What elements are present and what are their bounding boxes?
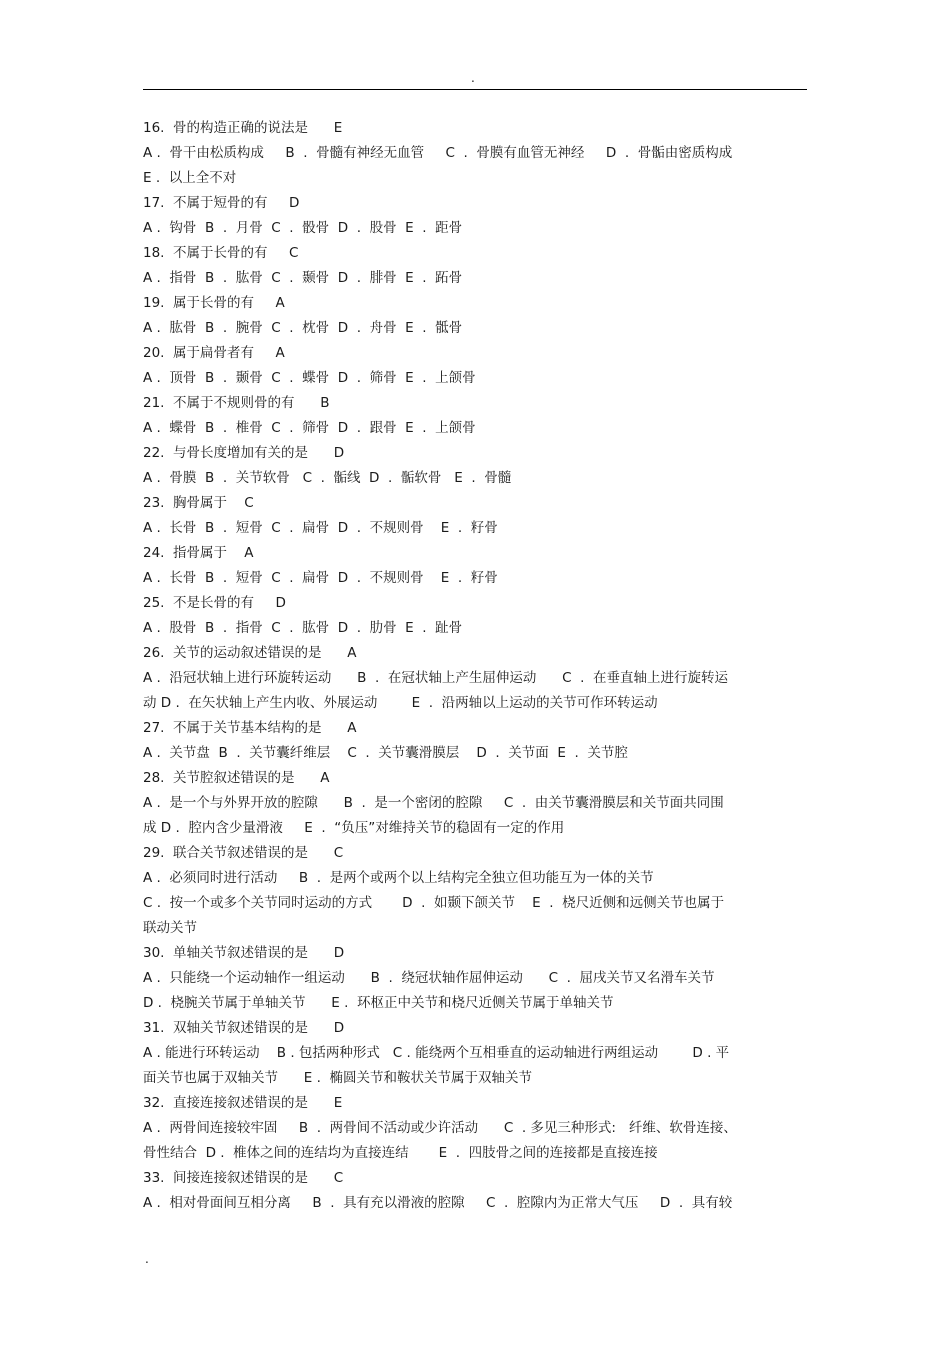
options-line: A . 钩骨 B . 月骨 C . 骰骨 D . 股骨 E . 距骨 bbox=[143, 220, 463, 236]
options-line: 骨性结合 D . 椎体之间的连结均为直接连结 E . 四肢骨之间的连接都是直接连接 bbox=[143, 1145, 658, 1161]
question-line: 22. 与骨长度增加有关的是 D bbox=[143, 445, 345, 461]
document-body bbox=[143, 116, 807, 1216]
options-line: A . 相对骨面间互相分离 B . 具有充以滑液的腔隙 C . 腔隙内为正常大气压 D . 具有较 bbox=[143, 1195, 733, 1211]
options-line: A . 沿冠状轴上进行环旋转运动 B . 在冠状轴上产生屈伸运动 C . 在垂直轴上进行旋转运 bbox=[143, 670, 728, 686]
options-line: D . 桡腕关节属于单轴关节 E . 环枢正中关节和桡尺近侧关节属于单轴关节 bbox=[143, 995, 614, 1011]
options-line: A . 顶骨 B . 颞骨 C . 蝶骨 D . 筛骨 E . 上颌骨 bbox=[143, 370, 476, 386]
options-line: A . 两骨间连接较牢固 B . 两骨间不活动或少许活动 C . 多见三种形式: 纤维、软骨连接、 bbox=[143, 1120, 737, 1136]
header-rule bbox=[143, 89, 807, 90]
options-line: A . 只能绕一个运动轴作一组运动 B . 绕冠状轴作屈伸运动 C . 屈戌关节又名滑车关节 bbox=[143, 970, 715, 986]
question-line: 17. 不属于短骨的有 D bbox=[143, 195, 300, 211]
options-line: 成 D . 腔内含少量滑液 E . “负压”对维持关节的稳固有一定的作用 bbox=[143, 820, 565, 836]
question-line: 31. 双轴关节叙述错误的是 D bbox=[143, 1020, 345, 1036]
question-line: 20. 属于扁骨者有 A bbox=[143, 345, 285, 361]
options-line: A . 长骨 B . 短骨 C . 扁骨 D . 不规则骨 E . 籽骨 bbox=[143, 570, 498, 586]
options-line: A . 必须同时进行活动 B . 是两个或两个以上结构完全独立但功能互为一体的关节 bbox=[143, 870, 654, 886]
options-line: A . 股骨 B . 指骨 C . 肱骨 D . 肋骨 E . 趾骨 bbox=[143, 620, 463, 636]
options-line: E . 以上全不对 bbox=[143, 170, 237, 186]
question-line: 30. 单轴关节叙述错误的是 D bbox=[143, 945, 345, 961]
options-line: C . 按一个或多个关节同时运动的方式 D . 如颞下颌关节 E . 桡尺近侧和远侧关节也属于 bbox=[143, 895, 725, 911]
options-line: A . 能进行环转运动 B . 包括两种形式 C . 能绕两个互相垂直的运动轴进行两组运动 D . 平 bbox=[143, 1045, 730, 1061]
question-line: 32. 直接连接叙述错误的是 E bbox=[143, 1095, 343, 1111]
question-line: 18. 不属于长骨的有 C bbox=[143, 245, 299, 261]
options-line: A . 骨干由松质构成 B . 骨髓有神经无血管 C . 骨膜有血管无神经 D . 骨骺由密质构成 bbox=[143, 145, 733, 161]
question-line: 26. 关节的运动叙述错误的是 A bbox=[143, 645, 357, 661]
question-line: 16. 骨的构造正确的说法是 E bbox=[143, 120, 343, 136]
question-line: 28. 关节腔叙述错误的是 A bbox=[143, 770, 330, 786]
question-line: 25. 不是长骨的有 D bbox=[143, 595, 286, 611]
question-line: 29. 联合关节叙述错误的是 C bbox=[143, 845, 344, 861]
options-line: A . 长骨 B . 短骨 C . 扁骨 D . 不规则骨 E . 籽骨 bbox=[143, 520, 498, 536]
options-line: A . 指骨 B . 肱骨 C . 颞骨 D . 腓骨 E . 跖骨 bbox=[143, 270, 463, 286]
question-line: 33. 间接连接叙述错误的是 C bbox=[143, 1170, 344, 1186]
question-line: 19. 属于长骨的有 A bbox=[143, 295, 285, 311]
footer-mark: . bbox=[145, 1252, 149, 1266]
options-line: 面关节也属于双轴关节 E . 椭圆关节和鞍状关节属于双轴关节 bbox=[143, 1070, 532, 1086]
options-line: 联动关节 bbox=[143, 920, 197, 936]
options-line: A . 骨膜 B . 关节软骨 C . 骺线 D . 骺软骨 E . 骨髓 bbox=[143, 470, 512, 486]
header-mark: . bbox=[471, 71, 475, 85]
options-line: A . 是一个与外界开放的腔隙 B . 是一个密闭的腔隙 C . 由关节囊滑膜层和关节面共同围 bbox=[143, 795, 724, 811]
question-line: 23. 胸骨属于 C bbox=[143, 495, 254, 511]
options-line: A . 关节盘 B . 关节囊纤维层 C . 关节囊滑膜层 D . 关节面 E . 关节腔 bbox=[143, 745, 628, 761]
options-line: A . 蝶骨 B . 椎骨 C . 筛骨 D . 跟骨 E . 上颌骨 bbox=[143, 420, 476, 436]
options-line: 动 D . 在矢状轴上产生内收、外展运动 E . 沿两轴以上运动的关节可作环转运动 bbox=[143, 695, 658, 711]
question-line: 27. 不属于关节基本结构的是 A bbox=[143, 720, 357, 736]
options-line: A . 肱骨 B . 腕骨 C . 枕骨 D . 舟骨 E . 骶骨 bbox=[143, 320, 463, 336]
question-line: 21. 不属于不规则骨的有 B bbox=[143, 395, 330, 411]
question-line: 24. 指骨属于 A bbox=[143, 545, 254, 561]
